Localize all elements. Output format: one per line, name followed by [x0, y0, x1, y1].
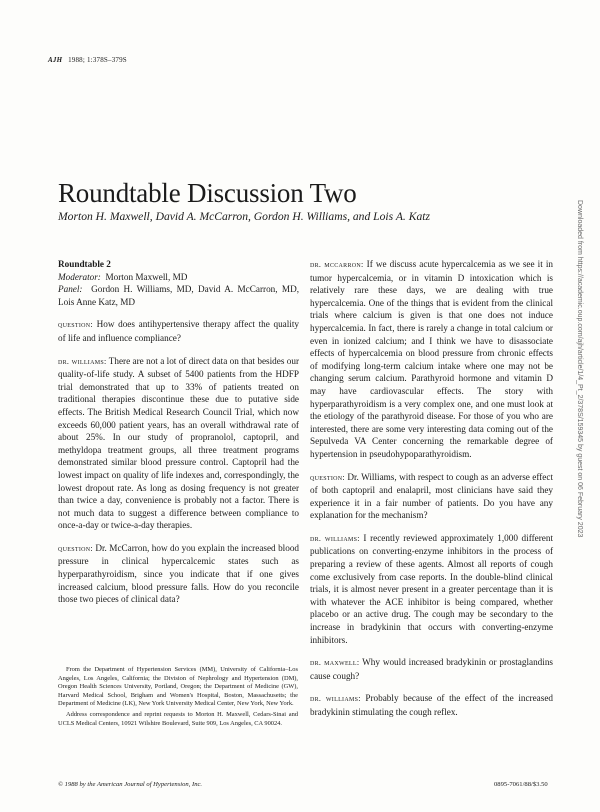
speaker-label: dr. maxwell: — [310, 658, 360, 668]
speaker-label: dr. williams: — [58, 356, 107, 366]
paragraph-text: If we discuss acute hypercalcemia as we see it in tumor hypercalcemia, or in vitamin D intoxication which is relatively rare these days, we are dealing with true hypercalcemia. One of the things that is evident from the clinical trials where calcium is given is that one does not induce hypercalcemia. In fact, there is rarely a change in total calcium or even in ionized calcium; and I think we have to disassociate effects of hypercalcemia on blood pressure from chronic effects of modifying long-term calcium intake where one may not be changing serum calcium. Parathyroid hormone and vitamin D may have cardiovascular effects. The story with hyperparathyroidism is a very complex one, and one must look at the etiology of the parathyroid disease. For those of you who are interested, there are some very interesting data coming out of the Sepulveda VA Center concerning the remarkable degree of hypertension in pseudohypoparathyroidism. — [310, 259, 553, 459]
qa-paragraph — [310, 471, 553, 522]
affiliation-footnote: From the Department of Hypertension Services (MM), University of California–Los Angeles, Los Angeles, California; the Division of Nephrology and Hypertension (DM), Oregon Health Sciences University, Portland, Oregon; the Department of Medicine (GW), Harvard Medical School, Brigham and Women's Hospital, Boston, Massachusetts; the Department of Medicine (LK), New York University Medical Center, New York, New York. — [58, 666, 298, 708]
speaker-label: question: — [310, 472, 345, 482]
running-header — [48, 56, 127, 64]
roundtable-info — [58, 258, 299, 308]
author-list: Morton H. Maxwell, David A. McCarron, Gordon H. Williams, and Lois A. Katz — [58, 210, 430, 223]
copyright-line: © 1988 by the American Journal of Hypertension, Inc. — [58, 781, 203, 788]
speaker-label: question: — [58, 320, 93, 330]
citation: 1988; 1:378S–379S — [68, 56, 127, 64]
paragraph-text: How does antihypertensive therapy affect the quality of life and influence compliance? — [58, 319, 300, 343]
correspondence-footnote: Address correspondence and reprint requests to Morton H. Maxwell, Cedars-Sinai and UCLS Medical Centers, 10921 Wilshire Boulevard, Suite 909, Los Angeles, CA 90024. — [58, 710, 298, 727]
article-title: Roundtable Discussion Two — [58, 178, 357, 208]
roundtable-heading: Roundtable 2 — [58, 259, 111, 269]
left-column — [58, 258, 299, 616]
speaker-label: dr. williams: — [310, 533, 360, 543]
qa-paragraph — [58, 355, 299, 532]
panel-label: Panel: — [58, 284, 83, 295]
moderator-name: Morton Maxwell, MD — [105, 271, 188, 282]
qa-paragraph — [310, 656, 553, 682]
journal-abbrev: AJH — [48, 56, 63, 64]
footnotes — [58, 666, 298, 730]
moderator-label: Moderator: — [58, 271, 101, 282]
qa-paragraph — [58, 318, 299, 344]
paragraph-text: Probably because of the effect of the increased bradykinin stimulating the cough reflex. — [310, 693, 554, 717]
article-code: 0895-7061/88/$3.50 — [494, 781, 548, 788]
paragraph-text: I recently reviewed approximately 1,000 different publications on converting-enzyme inhibitors in the process of preparing a review of these agents. Almost all reports of cough come exclusively from case reports. In the double-blind clinical trials, it is almost never present in a greater percentage than it is with whatever the ACE inhibitor is being compared, whether placebo or an active drug. The cough may be secondary to the increase in bradykinin that occurs with converting-enzyme inhibitors. — [310, 532, 554, 645]
right-column — [310, 258, 553, 729]
qa-paragraph — [310, 532, 553, 646]
qa-paragraph — [58, 542, 299, 606]
qa-paragraph — [310, 258, 553, 461]
speaker-label: question: — [58, 543, 93, 553]
speaker-label: dr. williams: — [310, 694, 361, 704]
paragraph-text: Why would increased bradykinin or prostaglandins cause cough? — [310, 657, 553, 681]
speaker-label: dr. mccarron: — [310, 260, 364, 269]
paragraph-text: Dr. Williams, with respect to cough as an adverse effect of both captopril and enalapril, most clinicians have said they experience it in a fair number of patients. Do you have any explanation for the mechanism? — [310, 471, 554, 521]
download-watermark: Downloaded from https://academic.oup.com/ajh/article/1/4_Pt_2/378S/159345 by guest on 06 February 2023 — [576, 200, 583, 538]
paragraph-text: There are not a lot of direct data on that besides our quality-of-life study. A subset of 5400 patients from the HDFP trial demonstrated that up to 33% of patients treated on traditional therapies discontinue these due to putative side effects. The British Medical Research Council Trial, which now exceeds 60,000 patient years, has an overall withdrawal rate of about 25%. In our study of propranolol, captopril, and methyldopa treatment groups, all three treatment programs demonstrated similar blood pressure control. Captopril had the lowest impact on quality of life indexes and, correspondingly, the lowest dropout rate. As long as dosing frequency is not greater than twice a day, convenience is probably not a factor. There is not much data to suggest a difference between compliance to once-a-day or twice-a-day therapies. — [58, 355, 300, 531]
panel-names: Gordon H. Williams, MD, David A. McCarron, MD, Lois Anne Katz, MD — [58, 284, 299, 307]
paragraph-text: Dr. McCarron, how do you explain the increased blood pressure in clinical hypercalcemic states such as hyperparathyroidism, since you indicate that if one gives increased calcium, blood pressure falls. How do you reconcile those two pieces of clinical data? — [58, 542, 300, 605]
qa-paragraph — [310, 692, 553, 718]
